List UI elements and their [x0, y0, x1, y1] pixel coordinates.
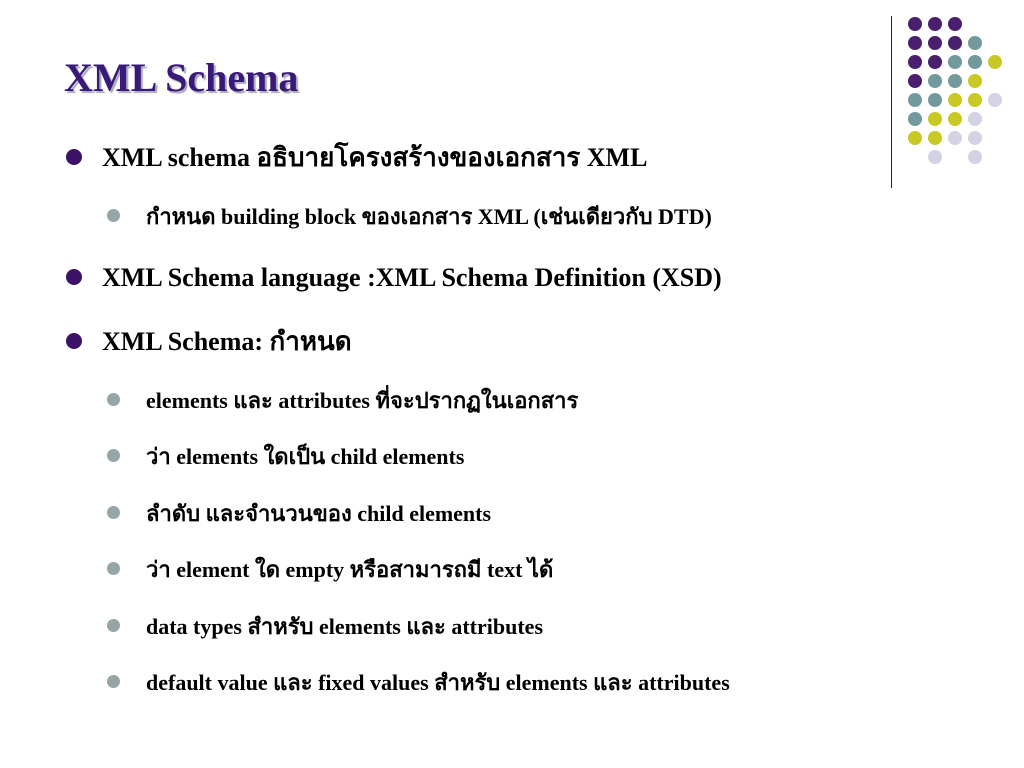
bullet-marker — [107, 393, 120, 406]
decorative-dot — [928, 74, 942, 88]
decorative-dot — [948, 112, 962, 126]
decorative-dot — [928, 150, 942, 164]
bullet-text: ว่า element ใด empty หรือสามารถมี text ได้ — [146, 557, 554, 582]
decorative-dot — [928, 131, 942, 145]
bullet-text: data types สำหรับ elements และ attributes — [146, 614, 543, 639]
bullet-marker — [66, 333, 82, 349]
bullet-marker — [66, 149, 82, 165]
decorative-dot — [928, 93, 942, 107]
decorative-dot — [968, 93, 982, 107]
decorative-dot — [948, 55, 962, 69]
bullet-marker — [107, 209, 120, 222]
bullet-text: ลำดับ และจำนวนของ child elements — [146, 501, 492, 526]
decorative-dot — [928, 36, 942, 50]
decorative-dot — [948, 131, 962, 145]
bullet-marker — [107, 449, 120, 462]
slide-title: XML Schema — [64, 55, 299, 100]
bullet-marker — [107, 619, 120, 632]
bullet-text: ว่า elements ใดเป็น child elements — [146, 444, 465, 469]
bullet-text: XML schema อธิบายโครงสร้างของเอกสาร XML — [102, 143, 648, 172]
bullet-text: XML Schema language :XML Schema Definition (XSD) — [102, 263, 722, 292]
decorative-dot — [968, 55, 982, 69]
decorative-dot — [908, 17, 922, 31]
decorative-dot — [908, 112, 922, 126]
bullet-marker — [107, 675, 120, 688]
bullet-text: XML Schema: กำหนด — [102, 327, 352, 356]
bullet-text: กำหนด building block ของเอกสาร XML (เช่นเดียวกับ DTD) — [146, 204, 712, 229]
decorative-dot — [968, 131, 982, 145]
divider-line — [891, 16, 892, 188]
decorative-dot — [908, 55, 922, 69]
decorative-dot — [948, 36, 962, 50]
bullet-text: default value และ fixed values สำหรับ elements และ attributes — [146, 670, 730, 695]
bullet-marker — [66, 269, 82, 285]
decorative-dot — [968, 112, 982, 126]
decorative-dot — [908, 93, 922, 107]
decorative-dot — [908, 74, 922, 88]
decorative-dot — [908, 131, 922, 145]
decorative-dot — [968, 36, 982, 50]
decorative-dot — [908, 36, 922, 50]
decorative-dot-grid — [905, 11, 1015, 171]
decorative-dot — [988, 55, 1002, 69]
bullet-marker — [107, 562, 120, 575]
bullet-marker — [107, 506, 120, 519]
decorative-dot — [928, 112, 942, 126]
decorative-dot — [968, 150, 982, 164]
decorative-dot — [968, 74, 982, 88]
decorative-dot — [948, 17, 962, 31]
bullet-text: elements และ attributes ที่จะปรากฏในเอกสาร — [146, 388, 579, 413]
decorative-dot — [928, 17, 942, 31]
decorative-dot — [928, 55, 942, 69]
decorative-dot — [988, 93, 1002, 107]
decorative-dot — [948, 93, 962, 107]
decorative-dot — [948, 74, 962, 88]
